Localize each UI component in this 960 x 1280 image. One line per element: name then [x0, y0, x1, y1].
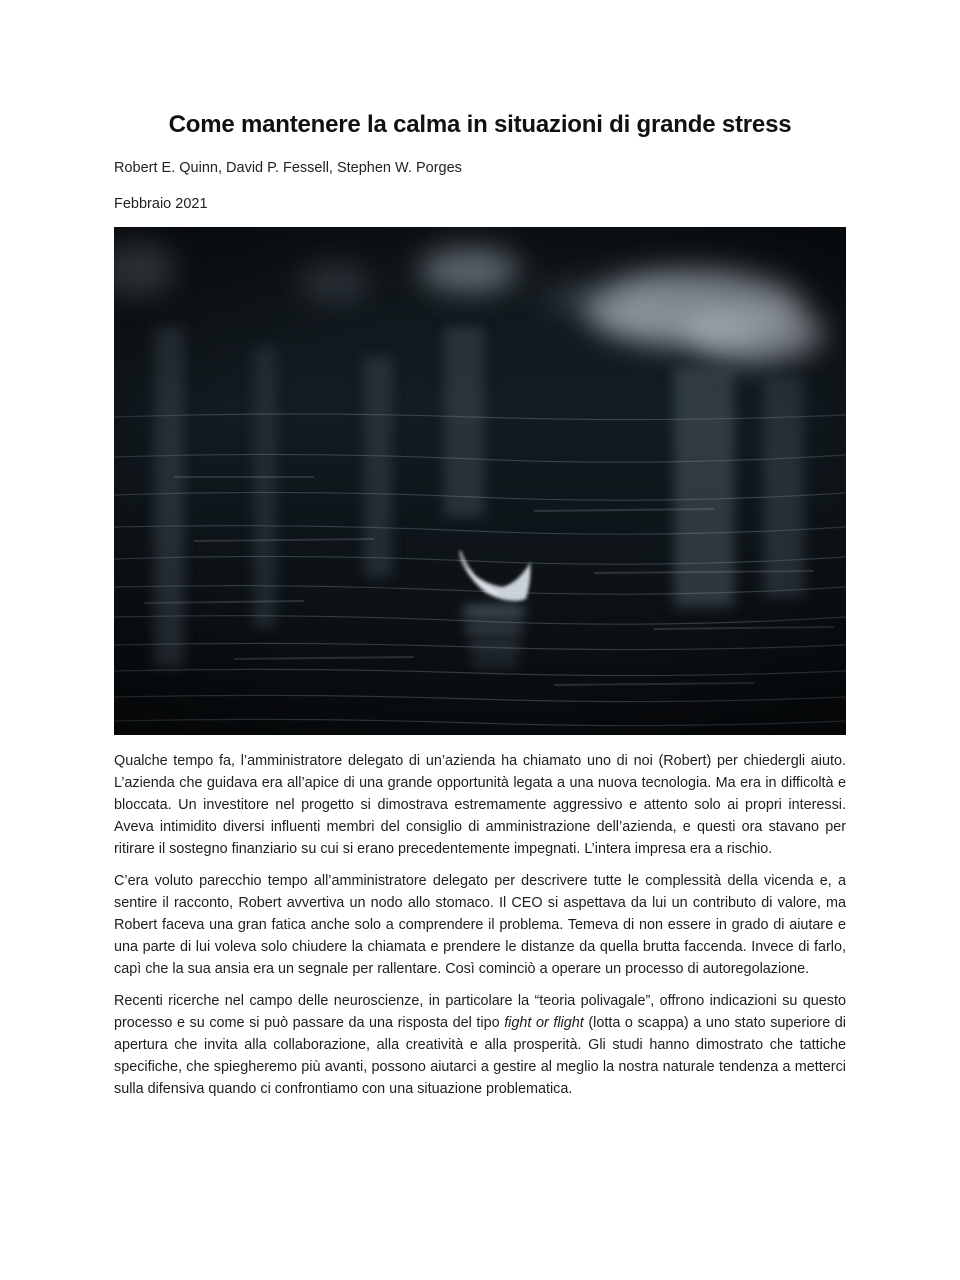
article-body: [114, 750, 846, 1100]
paragraph-3-part-1: Recenti ricerche nel campo delle neuroscienze, in particolare la “teoria polivagale”, offrono indicazioni su questo processo e su come si può passare da una risposta del tipo: [114, 993, 846, 1031]
paragraph-3-emphasis: fight or flight: [504, 1015, 584, 1031]
article-authors: Robert E. Quinn, David P. Fessell, Stephen W. Porges: [114, 160, 462, 176]
article-date: Febbraio 2021: [114, 196, 208, 212]
paragraph-2: C’era voluto parecchio tempo all’amministratore delegato per descrivere tutte le complessità della vicenda e, a sentire il racconto, Robert avvertiva un nodo allo stomaco. Il CEO si aspettava da lui un contributo di valore, ma Robert faceva una gran fatica anche solo a comprendere il problema. Temeva di non essere in grado di aiutare e una parte di lui voleva solo chiudere la chiamata e prendere le distanze da quella brutta faccenda. Invece di farlo, capì che la sua ansia era un segnale per rallentare. Così cominciò a operare un processo di autoregolazione.: [114, 873, 846, 977]
paragraph-3-part-2: (lotta o scappa) a uno stato superiore di apertura che invita alla collaborazione, alla creatività e alla prosperità. Gli studi hanno dimostrato che tattiche specifiche, che spiegheremo più avanti, possono aiutarci a gestire al meglio la nostra naturale tendenza a metterci sulla difensiva quando ci confrontiamo con una situazione problematica.: [114, 1015, 847, 1097]
paragraph-1: Qualche tempo fa, l’amministratore delegato di un’azienda ha chiamato uno di noi (Robert) per chiedergli aiuto. L’azienda che guidava era all’apice di una grande opportunità legata a una nuova tecnologia. Ma era in difficoltà e bloccata. Un investitore nel progetto si dimostrava estremamente aggressivo e attento solo ai propri interessi. Aveva intimidito diversi influenti membri del consiglio di amministrazione dell’azienda, e questi ora stavano per ritirare il sostegno finanziario su cui si erano precedentemente impegnati. L’intera impresa era a rischio.: [114, 753, 846, 857]
article: [114, 108, 846, 1110]
paragraph-3: [114, 990, 846, 1100]
article-title: Come mantenere la calma in situazioni di grande stress: [168, 111, 792, 138]
feather-on-water-photo: [114, 227, 846, 735]
